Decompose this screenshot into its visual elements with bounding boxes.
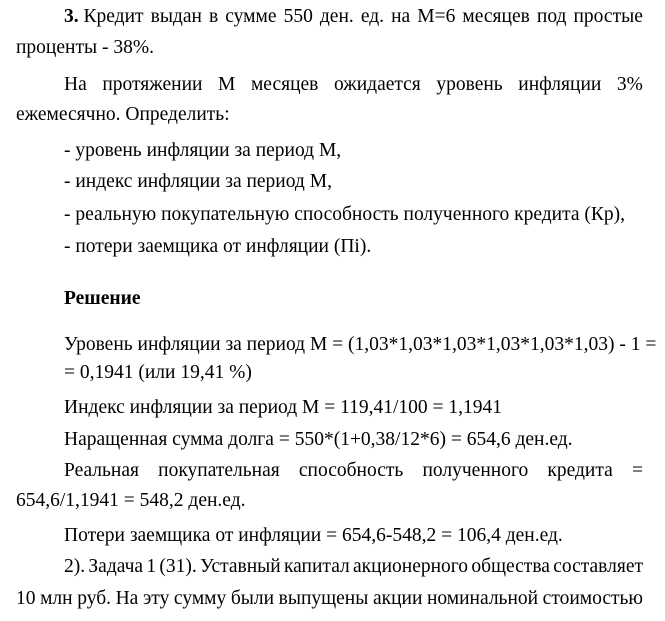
problem-item-3: - реальную покупательную способность полученного кредита (Кр), xyxy=(64,204,626,225)
problem-number: 3. xyxy=(64,6,79,27)
solution-inflation-level-1: Уровень инфляции за период М = (1,03*1,03*1,03*1,03*1,03*1,03) - 1 = xyxy=(64,334,657,355)
solution-real-power-2: 654,6/1,1941 = 548,2 ден.ед. xyxy=(16,490,246,511)
solution-inflation-index: Индекс инфляции за период М = 119,41/100 = 1,1941 xyxy=(64,397,503,418)
problem-item-4: - потери заемщика от инфляции (Пi). xyxy=(64,236,372,257)
problem-line-4: ежемесячно. Определить: xyxy=(16,104,230,125)
solution-losses: Потери заемщика от инфляции = 654,6-548,2 = 106,4 ден.ед. xyxy=(64,525,563,546)
problem-item-2: - индекс инфляции за период М, xyxy=(64,171,332,192)
next-task-line-1: 2). Задача 1 (31). Уставный капитал акционерного общества составляет xyxy=(64,556,643,577)
problem-line-2: проценты - 38%. xyxy=(16,37,154,58)
solution-real-power-1: Реальная покупательная способность полученного кредита = xyxy=(64,460,643,481)
next-task-line-2: 10 млн руб. На эту сумму были выпущены акции номинальной стоимостью xyxy=(16,588,643,609)
solution-inflation-level-2: = 0,1941 (или 19,41 %) xyxy=(64,362,252,383)
solution-accrued-debt: Наращенная сумма долга = 550*(1+0,38/12*6) = 654,6 ден.ед. xyxy=(64,429,573,450)
problem-line-3: На протяжении М месяцев ожидается уровень инфляции 3% xyxy=(64,74,643,95)
problem-line-1: 3. Кредит выдан в сумме 550 ден. ед. на М=6 месяцев под простые xyxy=(64,6,643,27)
solution-heading: Решение xyxy=(64,288,141,309)
problem-item-1: - уровень инфляции за период М, xyxy=(64,140,342,161)
